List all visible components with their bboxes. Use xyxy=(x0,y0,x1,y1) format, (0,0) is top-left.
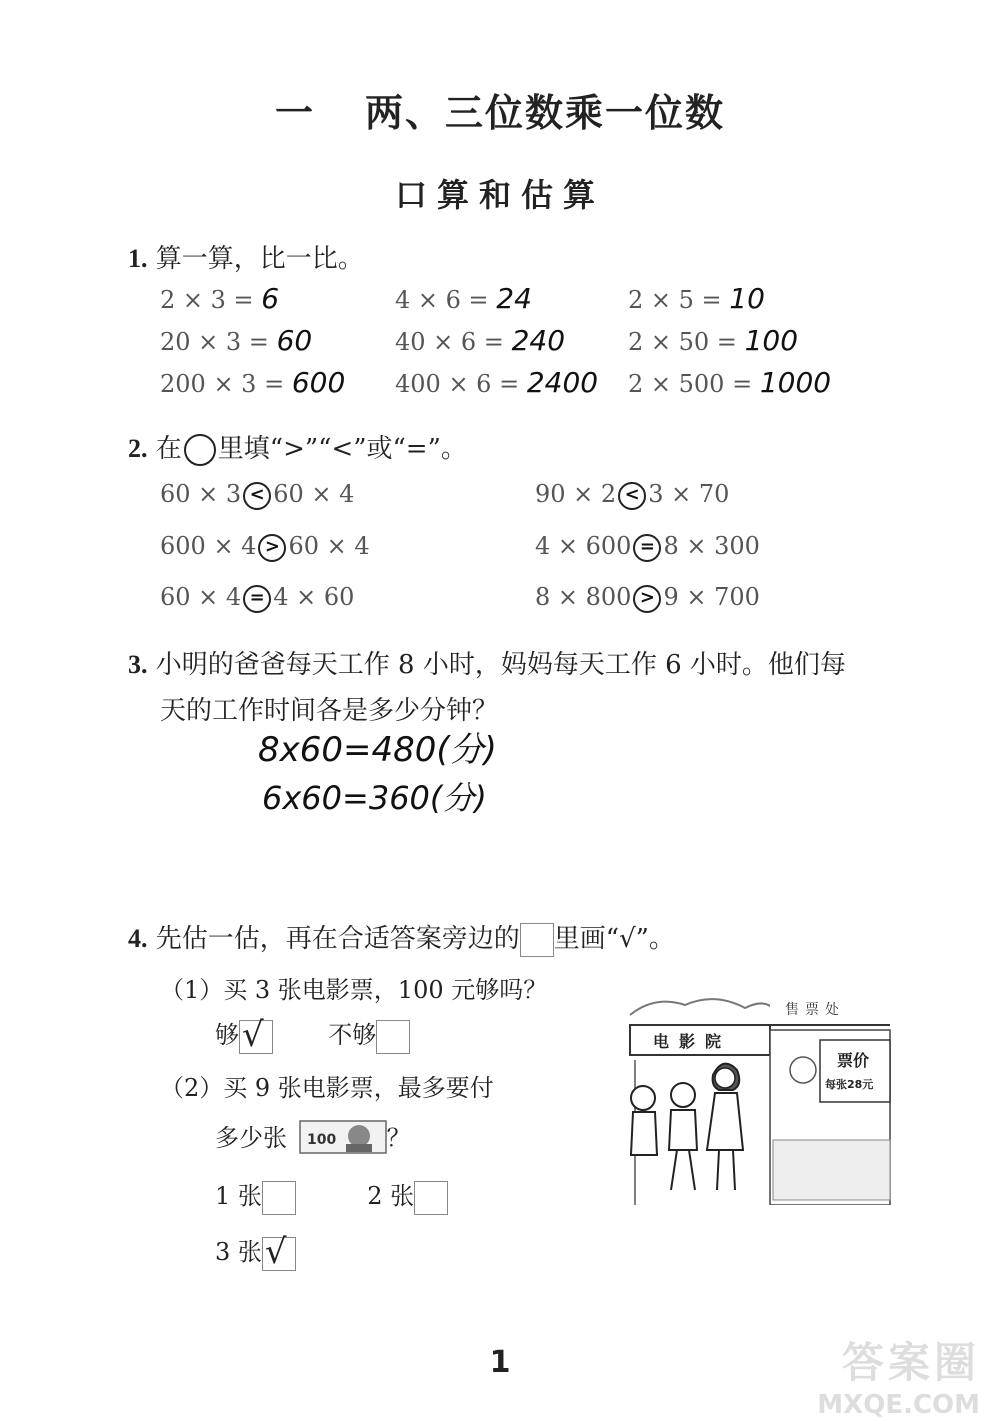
page-number: 1 xyxy=(489,1345,511,1380)
q1-item xyxy=(160,282,279,315)
q1-answer: 10 xyxy=(729,282,765,315)
q1-item xyxy=(628,324,798,357)
banknote-value: 100 xyxy=(306,1131,336,1148)
q4-heading xyxy=(128,918,675,957)
q1-expr: 2 × 3 = xyxy=(160,286,254,314)
q2-number: 2. xyxy=(128,434,148,463)
compare-left: 60 × 3 xyxy=(160,480,242,508)
compare-left: 4 × 600 xyxy=(535,532,632,560)
q3-answer-1: 8x60=480(分) xyxy=(258,730,497,770)
q1-answer: 6 xyxy=(261,282,280,315)
compare-answer: > xyxy=(258,534,286,562)
title-part1: 一 xyxy=(274,91,315,135)
section-subtitle: 口算和估算 xyxy=(394,176,605,214)
q1-answer: 100 xyxy=(744,324,799,357)
q1-expr: 4 × 6 = xyxy=(395,286,489,314)
compare-left: 60 × 4 xyxy=(160,583,242,611)
watermark xyxy=(817,1330,980,1420)
q4-text-a: 先估一估，再在合适答案旁边的 xyxy=(155,924,520,954)
compare-right: 8 × 300 xyxy=(663,532,760,560)
q4-part2: （2）买 9 张电影票，最多要付 xyxy=(160,1074,494,1102)
compare-answer: = xyxy=(243,585,271,613)
q3-answer-2: 6x60=360(分) xyxy=(262,779,487,817)
q1-item xyxy=(628,366,831,399)
q1-item xyxy=(395,366,598,399)
q1-item xyxy=(160,324,312,357)
q1-number: 1. xyxy=(128,244,148,273)
compare-item xyxy=(160,480,354,510)
option-2-box[interactable] xyxy=(414,1181,448,1215)
compare-item xyxy=(535,583,760,613)
q2-text-a: 在 xyxy=(155,434,182,464)
q4-number: 4. xyxy=(128,924,148,953)
q1-answer: 60 xyxy=(276,324,313,357)
q3-text: 小明的爸爸每天工作 8 小时，妈妈每天工作 6 小时。他们每 xyxy=(155,650,846,680)
q1-heading xyxy=(128,238,364,275)
q1-answer: 1000 xyxy=(759,366,832,399)
compare-left: 8 × 800 xyxy=(535,583,632,611)
q3-number: 3. xyxy=(128,650,148,679)
q1-item xyxy=(160,366,345,399)
q1-expr: 400 × 6 = xyxy=(395,370,520,398)
option-1-box[interactable] xyxy=(262,1181,296,1215)
q4-options-row1 xyxy=(215,1176,448,1215)
compare-left: 90 × 2 xyxy=(535,480,617,508)
q1-expr: 2 × 500 = xyxy=(628,370,753,398)
option-3-label: 3 张 xyxy=(215,1238,262,1266)
q3-line2: 天的工作时间各是多少分钟？ xyxy=(160,696,499,726)
banknote-icon xyxy=(299,1120,387,1154)
q1-answer: 2400 xyxy=(526,366,599,399)
q4-options-row2 xyxy=(215,1232,296,1271)
compare-left: 600 × 4 xyxy=(160,532,257,560)
watermark-line2: MXQE.COM xyxy=(817,1390,980,1420)
compare-answer: < xyxy=(243,482,271,510)
compare-answer: > xyxy=(633,585,661,613)
compare-answer: < xyxy=(618,482,646,510)
q3-line1 xyxy=(128,644,846,681)
q1-answer: 24 xyxy=(496,282,532,315)
q1-item xyxy=(395,324,565,357)
q1-expr: 20 × 3 = xyxy=(160,328,269,356)
watermark-line1: 答案圈 xyxy=(841,1338,980,1387)
ticket-office-sign: 售票处 xyxy=(785,1002,845,1018)
banknote-image xyxy=(299,1120,387,1160)
q1-text: 算一算，比一比。 xyxy=(155,244,364,274)
price-text: 每张28元 xyxy=(825,1078,874,1091)
q4-part2-text: 多少张 xyxy=(215,1124,287,1152)
option-enough-label: 够 xyxy=(215,1021,239,1049)
check-mark-icon: √ xyxy=(264,1231,287,1272)
compare-right: 60 × 4 xyxy=(288,532,370,560)
q1-expr: 2 × 50 = xyxy=(628,328,737,356)
option-not-enough-box[interactable] xyxy=(376,1020,410,1054)
circle-blank-icon xyxy=(184,434,216,466)
answer-box-icon xyxy=(520,923,554,957)
price-title: 票价 xyxy=(837,1051,870,1070)
compare-right: 3 × 70 xyxy=(648,480,730,508)
option-3-box[interactable] xyxy=(262,1231,296,1272)
q4-text-b: 里画“√”。 xyxy=(553,924,675,954)
q4-part2-qmark: ？ xyxy=(386,1124,411,1152)
compare-right: 4 × 60 xyxy=(273,583,355,611)
compare-item xyxy=(160,583,354,613)
cinema-scene-icon xyxy=(625,990,895,1205)
q1-expr: 2 × 5 = xyxy=(628,286,722,314)
option-1-label: 1 张 xyxy=(215,1182,262,1210)
q2-text-b: 里填“>”“<”或“=”。 xyxy=(217,434,467,464)
option-not-enough-label: 不够 xyxy=(328,1021,377,1049)
option-enough-box[interactable] xyxy=(239,1014,273,1055)
cinema-illustration xyxy=(625,990,895,1205)
check-mark-icon: √ xyxy=(242,1014,264,1055)
q2-heading xyxy=(128,428,467,466)
q4-part1-options xyxy=(215,1015,410,1054)
q4-part2-line2 xyxy=(215,1118,411,1160)
q1-answer: 600 xyxy=(291,366,346,399)
cinema-sign: 电影院 xyxy=(653,1032,732,1051)
q1-item xyxy=(395,282,532,315)
page-title xyxy=(0,82,1000,137)
option-2-label: 2 张 xyxy=(367,1182,415,1210)
q4-part1: （1）买 3 张电影票，100 元够吗？ xyxy=(160,976,548,1004)
compare-item xyxy=(535,532,760,562)
compare-item xyxy=(535,480,729,510)
compare-right: 9 × 700 xyxy=(663,583,760,611)
title-part2: 两、三位数乘一位数 xyxy=(365,91,726,135)
q1-answer: 240 xyxy=(511,324,566,357)
q1-expr: 40 × 6 = xyxy=(395,328,504,356)
compare-right: 60 × 4 xyxy=(273,480,355,508)
q1-expr: 200 × 3 = xyxy=(160,370,285,398)
compare-item xyxy=(160,532,370,562)
q1-item xyxy=(628,282,765,315)
compare-answer: = xyxy=(633,534,661,562)
